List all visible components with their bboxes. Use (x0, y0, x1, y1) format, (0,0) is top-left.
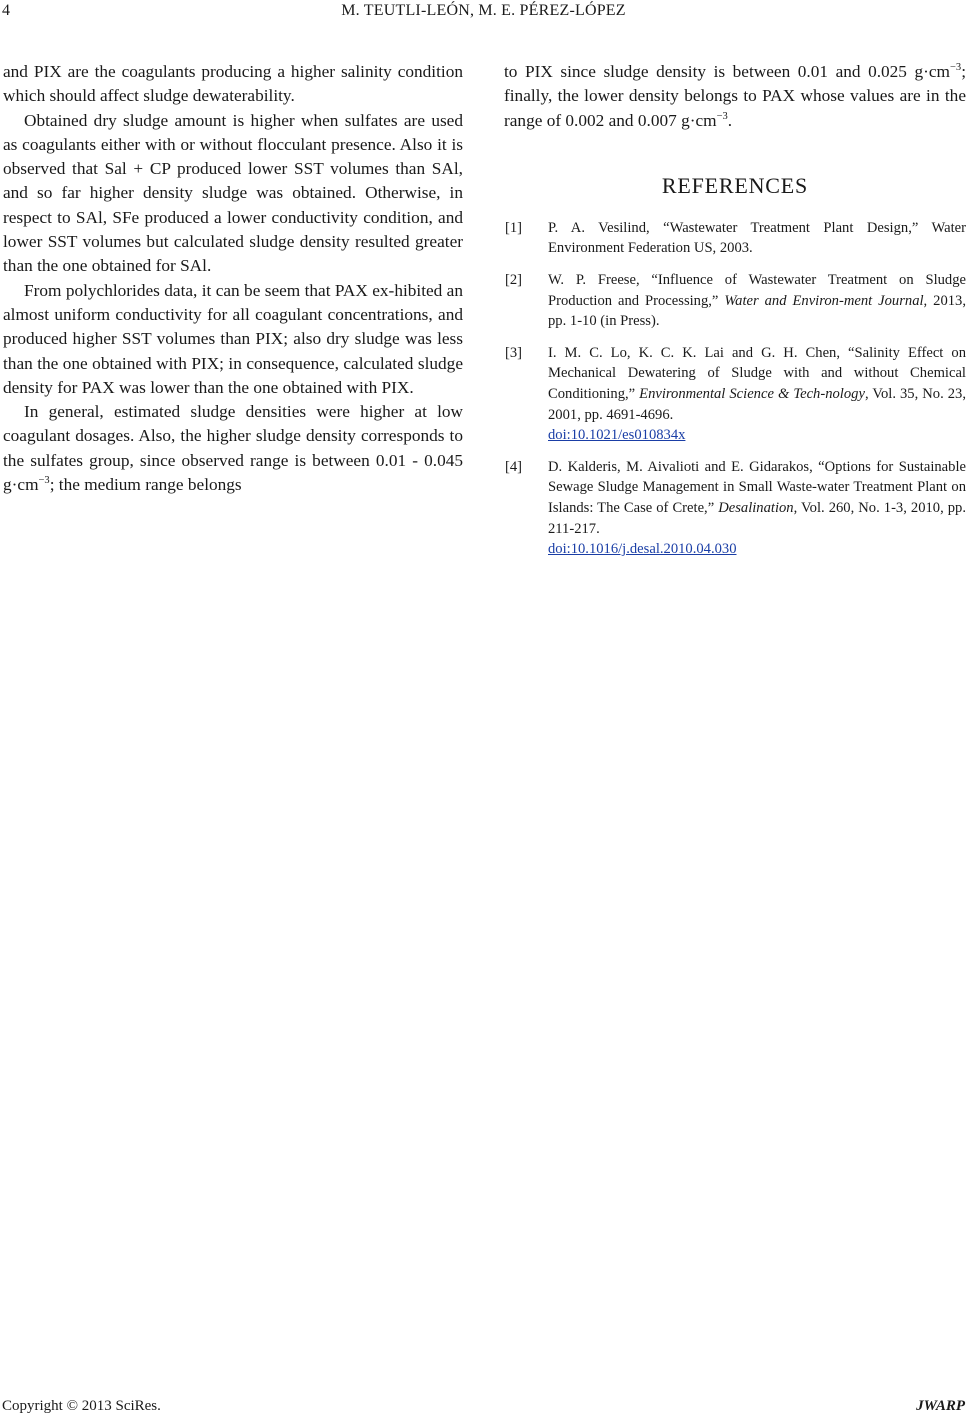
reference-number: [1] (505, 219, 523, 236)
references-heading: REFERENCES (661, 172, 809, 198)
reference-text (548, 457, 966, 560)
left-column (3, 60, 463, 497)
reference-item (504, 457, 966, 560)
reference-number: [2] (505, 272, 523, 289)
reference-text (548, 270, 966, 332)
paragraph: From polychlorides data, it can be seem that PAX ex-hibited an almost uniform conductivity for all coagulant concentrations, and produced higher SST volumes than PIX; also dry sludge was less than the one obtained with PIX; in consequence, calculated sludge density for PAX was lower than the one obtained with PIX. (3, 280, 463, 397)
text-run: . (727, 110, 733, 130)
reference-journal: Desalination (718, 500, 794, 517)
reference-number: [4] (505, 458, 523, 475)
reference-item (504, 218, 966, 259)
paragraph: Obtained dry sludge amount is higher when sulfates are used as coagulants either with or without flocculant presence. Also it is observed that Sal + CP produced lower SST volumes than SAl, and so far higher density sludge was obtained. Otherwise, in respect to SAl, SFe produced a lower conductivity condition, and lower SST volumes but calculated sludge density resulted greater than the one obtained for SAl. (3, 110, 463, 276)
page-header (0, 2, 967, 24)
text-run: ; finally, the lower density belongs to PAX whose values are in the range of 0.002 and 0.007 g·cm (504, 62, 966, 130)
reference-citation: I. M. C. Lo, K. C. K. Lai and G. H. Chen, “Salinity Effect on Mechanical Dewatering of Sludge with and without Chemical Conditioning,” (548, 344, 966, 403)
reference-citation: D. Kalderis, M. Aivalioti and E. Gidarakos, “Options for Sustainable Sewage Sludge Management in Small Waste-water Treatment Plant on Islands: The Case of Crete,” (548, 458, 966, 517)
reference-details: , 2013, pp. 1-10 (in Press). (548, 292, 966, 330)
paragraph: and PIX are the coagulants producing a higher salinity condition which should affect sludge dewaterability. (3, 62, 463, 106)
reference-journal: Environmental Science & Tech-nology (639, 386, 865, 403)
reference-citation: P. A. Vesilind, “Wastewater Treatment Plant Design,” Water Environment Federation US, 2003. (548, 219, 966, 257)
superscript: −3 (38, 475, 50, 487)
doi-link[interactable]: doi:10.1021/es010834x (548, 427, 686, 444)
page-number: 4 (2, 2, 10, 19)
reference-citation: W. P. Freese, “Influence of Wastewater Treatment on Sludge Production and Processing,” (548, 272, 966, 309)
right-column (504, 60, 966, 571)
reference-details: , Vol. 260, No. 1-3, 2010, pp. 211-217. (548, 500, 966, 537)
paragraph (504, 60, 966, 133)
text-run: In general, estimated sludge densities were higher at low coagulant dosages. Also, the higher sludge density corresponds to the sulfates group, since observed range is between 0.01 - 0.045 g·cm (3, 402, 463, 495)
doi-link[interactable]: doi:10.1016/j.desal.2010.04.030 (548, 541, 737, 558)
journal-abbreviation: JWARP (916, 1398, 965, 1414)
reference-text (548, 343, 966, 446)
reference-journal: Water and Environ-ment Journal (724, 292, 924, 309)
running-head-authors: M. TEUTLI-LEÓN, M. E. PÉREZ-LÓPEZ (341, 2, 626, 19)
reference-number: [3] (505, 344, 523, 361)
superscript: −3 (950, 62, 962, 73)
text-run: ; the medium range belongs (49, 475, 242, 495)
reference-text (548, 218, 966, 259)
paragraph (3, 400, 463, 497)
reference-item (504, 343, 966, 446)
superscript: −3 (716, 110, 728, 122)
reference-details: , Vol. 35, No. 23, 2001, pp. 4691-4696. (548, 386, 967, 423)
copyright-notice: Copyright © 2013 SciRes. (2, 1398, 161, 1414)
text-run: to PIX since sludge density is between 0.01 and 0.025 g·cm (504, 62, 951, 81)
reference-item (504, 270, 966, 332)
